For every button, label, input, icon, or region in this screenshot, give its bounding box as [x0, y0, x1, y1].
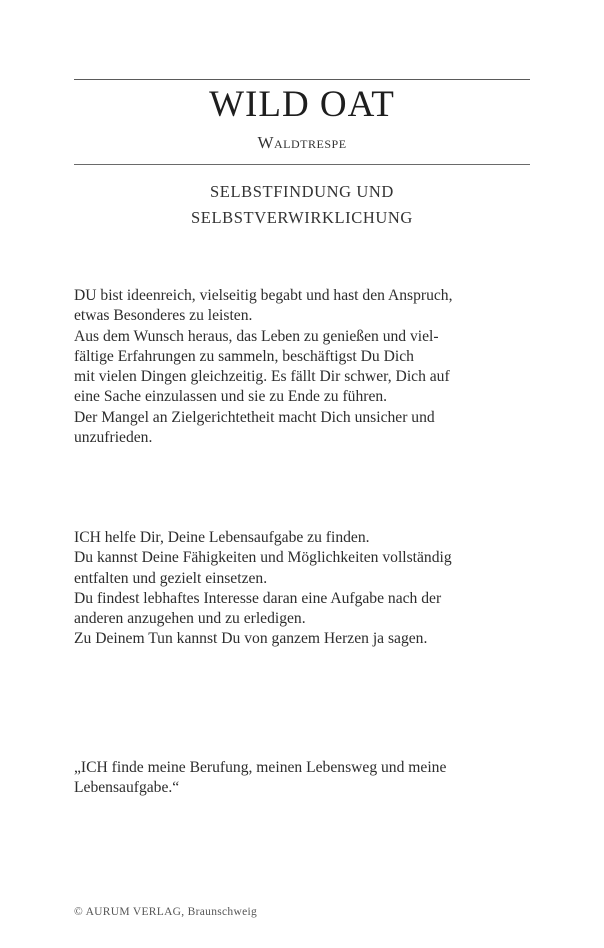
text-line: ICH helfe Dir, Deine Lebensaufgabe zu finden. — [74, 529, 370, 546]
help-paragraph — [74, 528, 544, 650]
affirmation-quote — [74, 758, 544, 799]
text-line: Aus dem Wunsch heraus, das Leben zu genießen und viel- — [74, 327, 439, 345]
text-line: eine Sache einzulassen und sie zu Ende zu führen. — [74, 388, 388, 406]
text-line: unzufrieden. — [74, 429, 153, 447]
text-line: Zu Deinem Tun kannst Du von ganzem Herzen ja sagen. — [74, 630, 428, 648]
text-line: anderen anzugehen und zu erledigen. — [74, 610, 306, 628]
theme-line: SELBSTVERWIRKLICHUNG — [191, 208, 413, 227]
text-line: fältige Erfahrungen zu sammeln, beschäftigst Du Dich — [74, 347, 414, 365]
text-line: Du kannst Deine Fähigkeiten und Möglichkeiten vollständig — [74, 549, 452, 567]
description-paragraph — [74, 286, 544, 448]
text-line: DU bist ideenreich, vielseitig begabt und hast den Anspruch, — [74, 287, 453, 304]
publisher-copyright: © AURUM VERLAG, Braunschweig — [74, 906, 258, 918]
card-theme — [0, 179, 604, 231]
card-title: WILD OAT — [209, 84, 395, 125]
text-line: Du findest lebhaftes Interesse daran eine Aufgabe nach der — [74, 589, 442, 607]
text-line: Lebensaufgabe.“ — [74, 779, 180, 797]
text-line: Der Mangel an Zielgerichtetheit macht Dich unsicher und — [74, 408, 435, 426]
top-divider — [74, 79, 530, 80]
text-line: etwas Besonderes zu leisten. — [74, 307, 253, 325]
card-subtitle: Waldtrespe — [257, 133, 347, 152]
text-line: entfalten und gezielt einsetzen. — [74, 569, 268, 587]
text-line: mit vielen Dingen gleichzeitig. Es fällt Dir schwer, Dich auf — [74, 368, 450, 386]
title-divider — [74, 164, 530, 165]
theme-line: SELBSTFINDUNG UND — [210, 182, 394, 201]
text-line: „ICH finde meine Berufung, meinen Lebensweg und meine — [74, 759, 447, 776]
